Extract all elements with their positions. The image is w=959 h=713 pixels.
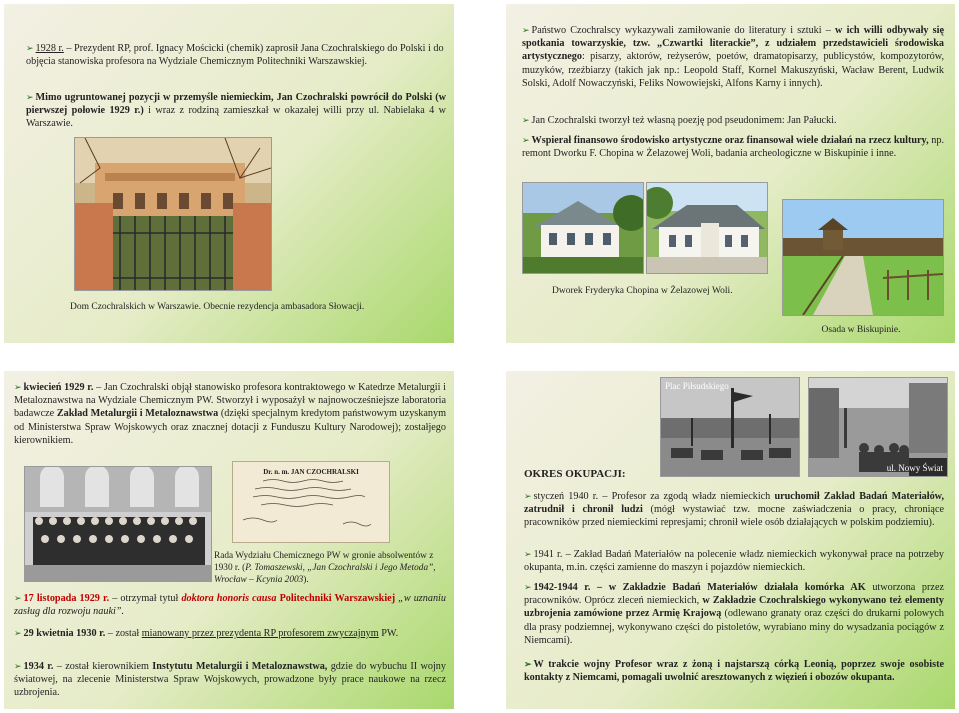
biskupin-photo xyxy=(782,199,944,316)
photo-label: ul. Nowy Świat xyxy=(886,463,943,473)
arrow-bullet-icon: ➢ xyxy=(522,135,530,145)
arrow-bullet-icon: ➢ xyxy=(522,115,530,125)
arrow-bullet-icon: ➢ xyxy=(26,43,34,53)
villa-photo xyxy=(74,137,272,291)
villa-illustration xyxy=(75,138,271,290)
slide-4 xyxy=(506,371,955,709)
paragraph-poetry xyxy=(522,114,944,127)
arrow-bullet-icon: ➢ xyxy=(524,491,532,501)
date-bold: 1934 r. xyxy=(23,661,54,672)
text: (odlewano granaty oraz części do drukarni polowych dla prasy podziemnej, wykonywano części do pistoletów, wyrabiano miny do wysadzania pociągów z Niemcami). xyxy=(524,608,944,646)
paragraph-1941 xyxy=(524,548,944,574)
chopin-manor-photo-2 xyxy=(646,182,768,274)
bold-text: Mimo ugruntowanej pozycji w przemyśle niemieckim, Jan Czochralski powrócił do Polski (w pierwszej połowie 1929 r.) xyxy=(26,92,446,117)
text: styczeń 1940 r. xyxy=(533,491,599,502)
bold-text: Wspierał finansowo środowisko artystyczne oraz finansował wiele działań na rzecz kultury, xyxy=(531,135,929,146)
arrow-bullet-icon: ➢ xyxy=(14,593,22,603)
text: 1941 r. – Zakład Badań Materiałów na polecenie władz niemieckich wykonywał prace na potrzeby okupanta, m.in. części zamienne do maszyn i pojazdów niemieckich. xyxy=(524,549,944,574)
text: gdzie do wybuchu II wojny światowej, na zlecenie Ministerstwa Spraw Wojskowych, prowadzone były prace naukowe na rzecz uzbrojenia. xyxy=(14,661,446,699)
slide-2 xyxy=(506,4,955,343)
text: – został kierownikiem xyxy=(53,661,153,672)
paragraph-literary-thursdays xyxy=(522,24,944,90)
paragraph-jan-1940 xyxy=(524,490,944,530)
arrow-bullet-icon: ➢ xyxy=(524,582,532,592)
arrow-bullet-icon: ➢ xyxy=(522,25,530,35)
text: np. remont Dworku F. Chopina w Żelazowej Woli, badania archeologiczne w Biskupinie i inne. xyxy=(522,135,945,160)
paragraph-honoris-causa xyxy=(14,592,446,618)
paragraph-return xyxy=(26,91,446,131)
paragraph-patronage xyxy=(522,134,944,160)
pilsudski-square-photo xyxy=(660,377,800,477)
paragraph-1928 xyxy=(26,42,446,68)
text: : pisarzy, aktorów, reżyserów, poetów, dramatopisarzy, publicystów, kompozytorów, muzyków, rzeźbiarzy (takich jak np.: Leopold Staff, Kornel Makuszyński, Wacław Berent, Ludwik Solski, Adolf Nowaczyński, Feliks Nowowiejski, Alfons Karny i innych). xyxy=(522,51,944,89)
faculty-group-photo xyxy=(24,466,212,582)
photo-label: Plac Piłsudskiego xyxy=(665,381,729,391)
nowy-swiat-photo xyxy=(808,377,948,477)
bold-text: W trakcie wojny Profesor wraz z żoną i najstarszą córką Leonią, poprzez swoje osobiste kontakty z Niemcami, pomagali uwolnić aresztowanych z więzień i obozów okupanta. xyxy=(524,659,944,684)
chopin-manor-photo-1 xyxy=(522,182,644,274)
faculty-caption xyxy=(214,550,449,586)
date-bold: 29 kwietnia 1930 r. xyxy=(23,628,106,639)
arrow-bullet-icon: ➢ xyxy=(524,659,532,669)
text: „w uznaniu zasług dla rozwoju nauki”. xyxy=(14,593,446,618)
text: – otrzymał tytuł xyxy=(109,593,182,604)
arrow-bullet-icon: ➢ xyxy=(14,382,22,392)
paragraph-war-help xyxy=(524,658,944,684)
street-illustration xyxy=(809,378,947,476)
bold-text: w ich willi odbywały się spotkania towarzyskie, tzw. „Czwartki literackie”, z udziałem przedstawicieli środowiska artystycznego xyxy=(522,25,945,63)
text: i wraz z rodziną zamieszkał w okazałej willi przy ul. Nabielaka 4 w Warszawie. xyxy=(26,105,446,130)
text: Państwo Czochralscy wykazywali zamiłowanie do literatury i sztuki – xyxy=(531,25,836,36)
date-bold: kwiecień 1929 r. xyxy=(23,382,94,393)
paragraph-april-1929 xyxy=(14,381,446,447)
date-red: 17 listopada 1929 r. xyxy=(23,593,110,604)
underlined-text: mianowany przez prezydenta RP profesorem zwyczajnym xyxy=(141,628,379,639)
text: (dzięki specjalnym kredytom państwowym uzyskanym od Ministerstwa Spraw Wojskowych oraz znacznej dotacji z Funduszu Kultury Narodowej); zostałjego kierownikiem. xyxy=(14,408,446,446)
arrow-bullet-icon: ➢ xyxy=(26,92,34,102)
caption-text: Rada Wydziału Chemicznego PW w gronie absolwentów z 1930 r. ( xyxy=(214,551,434,573)
text: – Profesor za zgodą władz niemieckich xyxy=(598,491,775,502)
handwriting-illustration xyxy=(233,476,389,536)
arrow-bullet-icon: ➢ xyxy=(14,628,22,638)
paragraph-professor xyxy=(14,627,446,640)
bold-text: uruchomił Zakład Badań Materiałów, zatrudnił i chronił ludzi xyxy=(524,491,945,516)
text: (mógł wystawiać tzw. mocne zaświadczenia o pracy, chroniące pracowników przed niemieckimi represjami; chronił wiele osób działających w polskim podziemiu). xyxy=(524,504,944,529)
card-name: Dr. n. m. JAN CZOCHRALSKI xyxy=(263,468,359,476)
arrow-bullet-icon: ➢ xyxy=(14,661,22,671)
caption-text: ). xyxy=(303,575,309,585)
paragraph-institute xyxy=(14,660,446,700)
date-1928: 1928 r. xyxy=(35,43,64,54)
text: PW. xyxy=(378,628,399,639)
business-card-image xyxy=(232,461,390,543)
biskupin-illustration xyxy=(783,200,943,315)
caption-italic: P. Tomaszewski, „Jan Czochralski i Jego Metoda”, Wrocław – Kcynia 2003 xyxy=(214,563,436,585)
bold-text: 1942-1944 r. – w Zakładzie Badań Materiałów działała komórka AK xyxy=(533,582,866,593)
italic-red: doktora honoris causa xyxy=(181,593,277,604)
text: – Jan Czochralski objął stanowisko profesora kontraktowego w Katedrze Metalurgii i Metaloznawstwa na Wydziale Chemicznym PW. Stworzył i wyposażył w najnowocześniejsze laboratoria badawcze xyxy=(14,382,446,420)
slide-1 xyxy=(4,4,454,343)
text: Jan Czochralski tworzył też własną poezję pod pseudonimem: Jan Pałucki. xyxy=(531,115,837,126)
slide-3 xyxy=(4,371,454,709)
text: utworzona przez pracowników. Oprócz zleceń niemieckich, xyxy=(524,582,944,607)
bold-text: Instytutu Metalurgii i Metaloznawstwa, xyxy=(152,661,328,672)
chopin-manor-illustration xyxy=(647,183,767,273)
arrow-bullet-icon: ➢ xyxy=(524,549,532,559)
occupation-heading: OKRES OKUPACJI: xyxy=(524,468,626,480)
biskupin-caption: Osada w Biskupinie. xyxy=(821,325,901,335)
paragraph-1942-1944 xyxy=(524,581,944,647)
square-illustration xyxy=(661,378,799,476)
chopin-manor-illustration xyxy=(523,183,643,273)
bold-text: Zakład Metalurgii i Metaloznawstwa xyxy=(56,408,219,420)
villa-caption: Dom Czochralskich w Warszawie. Obecnie rezydencja ambasadora Słowacji. xyxy=(70,302,365,312)
group-photo-illustration xyxy=(25,467,211,581)
chopin-caption: Dworek Fryderyka Chopina w Żelazowej Woli. xyxy=(552,286,733,296)
bold-red: Politechniki Warszawskiej xyxy=(276,593,396,604)
text: – został xyxy=(105,628,142,639)
text: – Prezydent RP, prof. Ignacy Mościcki (chemik) zaprosił Jana Czochralskiego do Polski i do objęcia stanowiska profesora na Wydziale Chemicznym Politechniki Warszawskiej. xyxy=(26,43,444,68)
bold-text: w Zakładzie Czochralskiego wykonywano też elementy uzbrojenia zamówione przez Armię Krajową xyxy=(524,595,944,620)
